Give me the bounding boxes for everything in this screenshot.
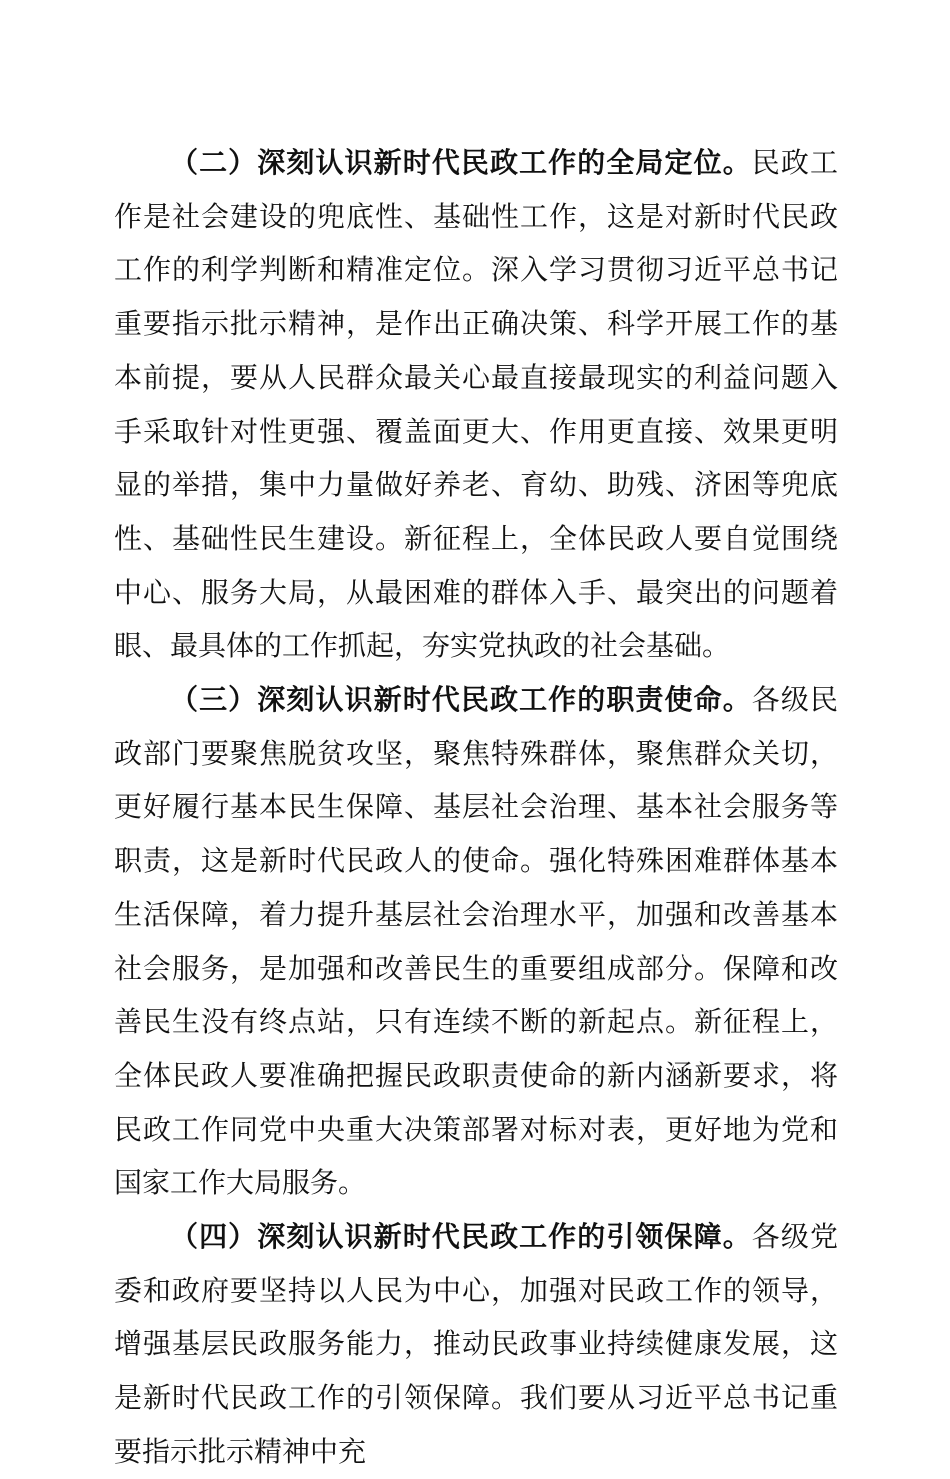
paragraph-4-text: 各级党委和政府要坚持以人民为中心，加强对民政工作的领导，增强基层民政服务能力，推动民政事业持续健康发展，这是新时代民政工作的引领保障。我们要从习近平总书记重要指示批示精神中充 xyxy=(114,1220,838,1468)
paragraph-2 xyxy=(114,136,838,673)
paragraph-4 xyxy=(114,1210,838,1479)
paragraph-3 xyxy=(114,673,838,1210)
paragraph-3-text: 各级民政部门要聚焦脱贫攻坚，聚焦特殊群体，聚焦群众关切，更好履行基本民生保障、基层社会治理、基本社会服务等职责，这是新时代民政人的使命。强化特殊困难群体基本生活保障，着力提升基层社会治理水平，加强和改善基本社会服务，是加强和改善民生的重要组成部分。保障和改善民生没有终点站，只有连续不断的新起点。新征程上，全体民政人要准确把握民政职责使命的新内涵新要求，将民政工作同党中央重大决策部署对标对表，更好地为党和国家工作大局服务。 xyxy=(114,683,838,1200)
paragraph-2-heading: （二）深刻认识新时代民政工作的全局定位。 xyxy=(170,146,752,179)
paragraph-2-text: 民政工作是社会建设的兜底性、基础性工作，这是对新时代民政工作的利学判断和精准定位。深入学习贯彻习近平总书记重要指示批示精神，是作出正确决策、科学开展工作的基本前提，要从人民群众最关心最直接最现实的利益问题入手采取针对性更强、覆盖面更大、作用更直接、效果更明显的举措，集中力量做好养老、育幼、助残、济困等兜底性、基础性民生建设。新征程上，全体民政人要自觉围绕中心、服务大局，从最困难的群体入手、最突出的问题着眼、最具体的工作抓起，夯实党执政的社会基础。 xyxy=(114,146,838,663)
paragraph-3-heading: （三）深刻认识新时代民政工作的职责使命。 xyxy=(170,683,752,717)
document-body xyxy=(114,136,838,1479)
paragraph-4-heading: （四）深刻认识新时代民政工作的引领保障。 xyxy=(170,1220,752,1254)
